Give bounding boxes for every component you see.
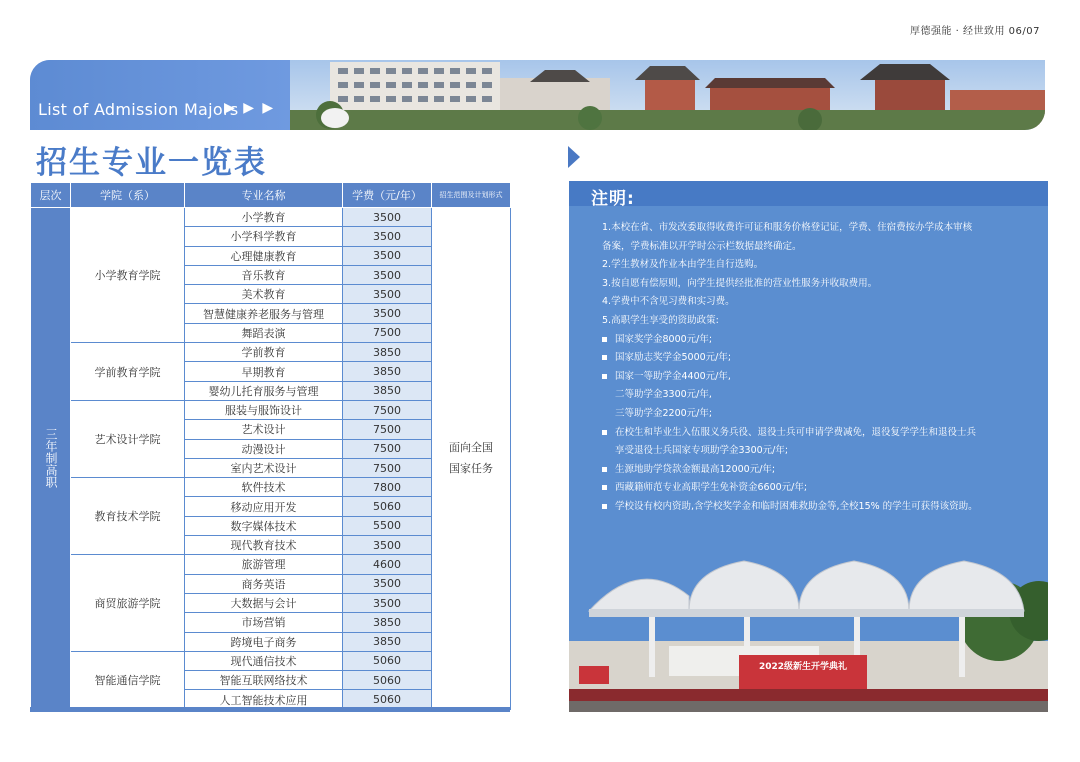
note-text: 4.学费中不含见习费和实习费。 <box>602 296 735 308</box>
header-scope: 招生范围及计划形式 <box>432 183 511 208</box>
major-name-cell: 舞蹈表演 <box>185 323 343 342</box>
note-line <box>602 368 1017 387</box>
major-name-cell: 服装与服饰设计 <box>185 400 343 419</box>
note-line <box>602 256 1017 275</box>
college-cell: 艺术设计学院 <box>71 400 185 477</box>
major-name-cell: 现代教育技术 <box>185 536 343 555</box>
fee-cell: 5060 <box>343 671 432 690</box>
ceremony-banner-text: 2022级新生开学典礼 <box>758 662 848 672</box>
campus-photo <box>290 60 1045 130</box>
major-name-cell: 学前教育 <box>185 343 343 362</box>
scope-cell <box>432 208 511 710</box>
major-name-cell: 早期教育 <box>185 362 343 381</box>
note-text: 在校生和毕业生入伍服义务兵役、退役士兵可申请学费减免，退役复学学生和退役士兵 <box>615 426 977 438</box>
square-bullet-icon <box>602 485 607 490</box>
scope-line: 面向全国 <box>449 441 493 455</box>
fee-cell: 7500 <box>343 420 432 439</box>
fee-cell: 3850 <box>343 632 432 651</box>
fee-cell: 3850 <box>343 343 432 362</box>
fee-cell: 3500 <box>343 536 432 555</box>
note-text: 5.高职学生享受的资助政策: <box>602 314 719 326</box>
note-line <box>602 442 1017 461</box>
note-text: 国家励志奖学金5000元/年; <box>615 352 732 364</box>
college-cell: 商贸旅游学院 <box>71 555 185 651</box>
major-name-cell: 小学科学教育 <box>185 227 343 246</box>
college-cell: 学前教育学院 <box>71 343 185 401</box>
fee-cell: 7500 <box>343 400 432 419</box>
note-text: 学校设有校内资助,含学校奖学金和临时困难救助金等,全校15% 的学生可获得该资助。 <box>615 500 978 512</box>
major-name-cell: 艺术设计 <box>185 420 343 439</box>
major-name-cell: 旅游管理 <box>185 555 343 574</box>
note-line <box>602 498 1017 517</box>
note-line <box>602 479 1017 498</box>
square-bullet-icon <box>602 504 607 509</box>
major-name-cell: 市场营销 <box>185 613 343 632</box>
note-text: 生源地助学贷款金额最高12000元/年; <box>615 463 776 475</box>
college-cell: 智能通信学院 <box>71 651 185 709</box>
header-level: 层次 <box>31 183 71 208</box>
page-title: 招生专业一览表 <box>36 145 267 181</box>
note-text: 2.学生教材及作业本由学生自行选购。 <box>602 259 764 271</box>
square-bullet-icon <box>602 355 607 360</box>
header-banner <box>30 60 1045 130</box>
fee-cell: 3500 <box>343 227 432 246</box>
major-name-cell: 跨境电子商务 <box>185 632 343 651</box>
note-line <box>602 424 1017 443</box>
note-line <box>602 349 1017 368</box>
fee-cell: 3500 <box>343 304 432 323</box>
note-line <box>602 405 1017 424</box>
square-bullet-icon <box>602 430 607 435</box>
major-name-cell: 商务英语 <box>185 574 343 593</box>
majors-table <box>30 182 511 710</box>
fee-cell: 3850 <box>343 362 432 381</box>
scope-line: 国家任务 <box>449 462 493 476</box>
fee-cell: 7500 <box>343 458 432 477</box>
major-name-cell: 智慧健康养老服务与管理 <box>185 304 343 323</box>
college-cell: 教育技术学院 <box>71 478 185 555</box>
fee-cell: 7500 <box>343 439 432 458</box>
fee-cell: 3500 <box>343 285 432 304</box>
major-name-cell: 智能互联网络技术 <box>185 671 343 690</box>
square-bullet-icon <box>602 337 607 342</box>
majors-table-body <box>31 208 511 710</box>
fee-cell: 5060 <box>343 651 432 670</box>
note-text: 1.本校在省、市发改委取得收费许可证和服务价格登记证，学费、住宿费按办学成本审核 <box>602 222 973 233</box>
fee-cell: 3850 <box>343 381 432 400</box>
header-college: 学院（系） <box>71 183 185 208</box>
major-name-cell: 大数据与会计 <box>185 593 343 612</box>
notes-body <box>602 219 1017 517</box>
fee-cell: 7800 <box>343 478 432 497</box>
note-line <box>602 312 1017 331</box>
note-text: 备案，学费标准以开学时公示栏数据最终确定。 <box>602 240 802 252</box>
fee-cell: 3500 <box>343 593 432 612</box>
right-arrow-icon <box>568 146 580 168</box>
note-line <box>602 275 1017 294</box>
note-line <box>602 461 1017 480</box>
banner-title-block <box>30 60 290 130</box>
fee-cell: 5500 <box>343 516 432 535</box>
notes-panel <box>569 181 1048 712</box>
major-name-cell: 数字媒体技术 <box>185 516 343 535</box>
major-name-cell: 移动应用开发 <box>185 497 343 516</box>
note-text: 国家奖学金8000元/年; <box>615 333 713 345</box>
fee-cell: 3850 <box>343 613 432 632</box>
banner-english-title: List of Admission Majors <box>38 100 239 119</box>
note-line <box>602 293 1017 312</box>
table-header-row <box>31 183 511 208</box>
note-text: 二等助学金3300元/年, <box>615 389 712 401</box>
table-bottom-bar <box>30 707 510 712</box>
note-text: 国家一等助学金4400元/年, <box>615 370 731 382</box>
major-name-cell: 婴幼儿托育服务与管理 <box>185 381 343 400</box>
fee-cell: 5060 <box>343 497 432 516</box>
major-name-cell: 美术教育 <box>185 285 343 304</box>
fee-cell: 3500 <box>343 574 432 593</box>
college-cell: 小学教育学院 <box>71 208 185 343</box>
page-number: 厚德强能 · 经世致用 06/07 <box>909 26 1040 37</box>
note-text: 享受退役士兵国家专项助学金3300元/年; <box>615 445 789 457</box>
note-text: 3.按自愿有偿原则，向学生提供经批准的营业性服务并收取费用。 <box>602 277 878 289</box>
note-text: 西藏籍师范专业高职学生免补资金6600元/年; <box>615 482 808 494</box>
header-fee: 学费（元/年） <box>343 183 432 208</box>
ceremony-photo <box>569 551 1048 712</box>
major-name-cell: 小学教育 <box>185 208 343 227</box>
note-line <box>602 386 1017 405</box>
fee-cell: 3500 <box>343 265 432 284</box>
major-name-cell: 室内艺术设计 <box>185 458 343 477</box>
note-line <box>602 219 1017 238</box>
notes-header <box>569 181 1048 209</box>
header-major: 专业名称 <box>185 183 343 208</box>
notes-title: 注明: <box>591 189 635 209</box>
major-name-cell: 软件技术 <box>185 478 343 497</box>
note-text: 三等助学金2200元/年; <box>615 407 713 419</box>
level-cell: 三年制高职 <box>31 208 71 710</box>
major-name-cell: 动漫设计 <box>185 439 343 458</box>
major-name-cell: 人工智能技术应用 <box>185 690 343 709</box>
fee-cell: 7500 <box>343 323 432 342</box>
banner-arrows-icon: ▶ ▶ ▶ <box>224 100 276 116</box>
note-line <box>602 238 1017 257</box>
note-line <box>602 331 1017 350</box>
fee-cell: 3500 <box>343 208 432 227</box>
major-name-cell: 音乐教育 <box>185 265 343 284</box>
square-bullet-icon <box>602 374 607 379</box>
square-bullet-icon <box>602 467 607 472</box>
fee-cell: 5060 <box>343 690 432 709</box>
major-name-cell: 现代通信技术 <box>185 651 343 670</box>
major-name-cell: 心理健康教育 <box>185 246 343 265</box>
table-row <box>31 208 511 227</box>
fee-cell: 4600 <box>343 555 432 574</box>
fee-cell: 3500 <box>343 246 432 265</box>
